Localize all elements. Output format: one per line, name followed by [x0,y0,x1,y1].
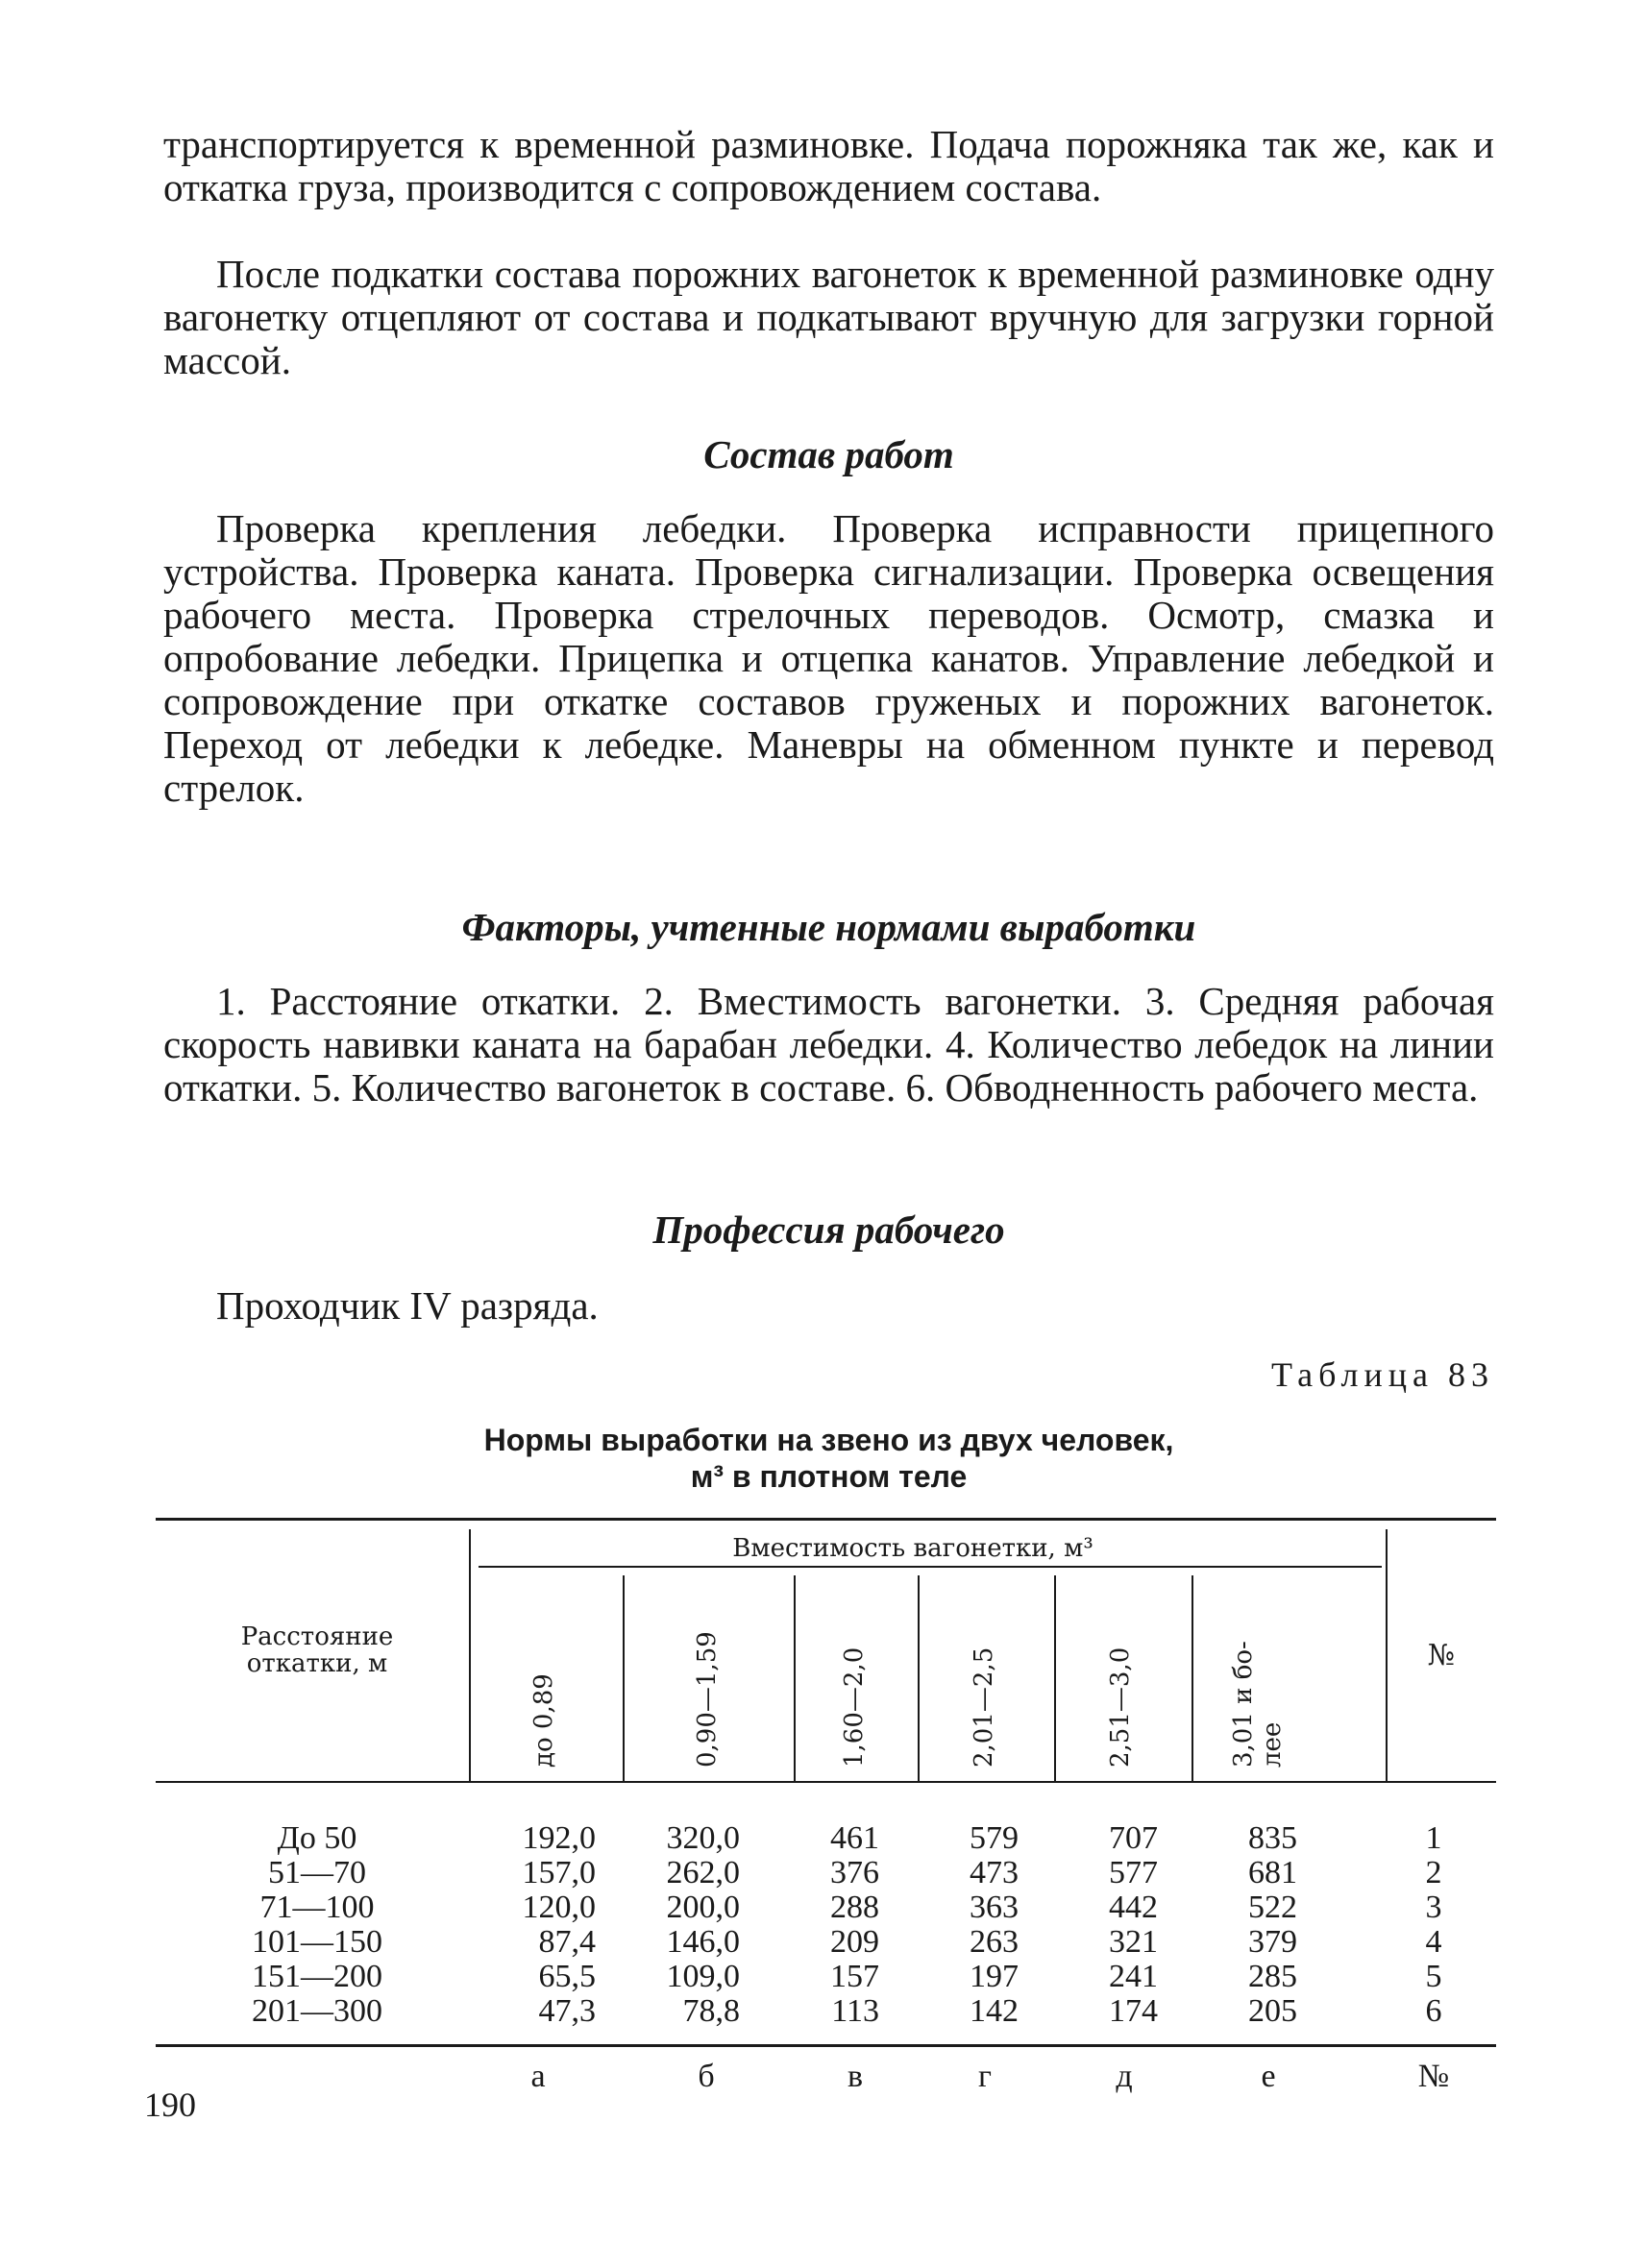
paragraph-factors: 1. Расстояние откатки. 2. Вместимость вагонетки. 3. Средняя рабочая скорость навивки каната на барабан лебедки. 4. Количество лебедок на линии откатки. 5. Количество вагонеток в составе. 6. Обводненность рабочего места. [163,979,1494,1110]
footer-letter-a: а [530,2059,546,2094]
header-cap-d: 2,01—2,5 [970,1646,998,1768]
cell-distance: 71—100 [259,1890,375,1925]
cell-e: 174 [1109,1993,1158,2029]
cell-distance: 101—150 [252,1924,382,1960]
heading-factors: Факторы, учтенные нормами выработки [461,905,1196,949]
cell-e: 241 [1109,1959,1158,1994]
header-cap-b: 0,90—1,59 [693,1631,722,1768]
col-divider-1 [623,1575,625,1781]
cell-number: 1 [1425,1820,1442,1856]
cell-c: 376 [830,1855,879,1890]
cell-d: 197 [970,1959,1019,1994]
col-divider-4 [1054,1575,1056,1781]
table-title-line2: м³ в плотном теле [690,1459,968,1494]
page-number: 190 [144,2085,196,2124]
cell-d: 142 [970,1993,1019,2029]
col-divider-0 [469,1529,471,1781]
cell-distance: 201—300 [252,1993,382,2029]
table-header-rule [156,1781,1496,1783]
table-bottom-rule [156,2044,1496,2047]
cell-c: 209 [830,1924,879,1960]
cell-a: 192,0 [522,1820,596,1856]
cell-d: 579 [970,1820,1019,1856]
paragraph-continuation: транспортируется к временной разминовке. Подача порожняка так же, как и откатка груза, производится с сопровождением состава. [163,122,1494,209]
cell-d: 363 [970,1890,1019,1925]
footer-letter-b: б [698,2059,715,2094]
cell-b: 262,0 [666,1855,740,1890]
group-header-rule [479,1566,1382,1568]
cell-b: 78,8 [682,1993,740,2029]
cell-f: 285 [1248,1959,1297,1994]
cell-d: 263 [970,1924,1019,1960]
paragraph-empty-cars: После подкатки состава порожних вагонеток к временной разминовке одну вагонетку отцепляют от состава и подкатывают вручную для загрузки горной массой. [163,252,1494,382]
header-cap-a: до 0,89 [529,1673,558,1768]
cell-c: 113 [831,1993,879,2029]
cell-a: 120,0 [522,1890,596,1925]
cell-number: 5 [1425,1959,1442,1994]
header-number: № [1427,1639,1456,1672]
cell-c: 461 [830,1820,879,1856]
cell-a: 157,0 [522,1855,596,1890]
header-cap-f1: 3,01 и бо- [1229,1641,1258,1768]
header-cap-c: 1,60—2,0 [840,1646,869,1768]
footer-letter-d: г [978,2059,992,2094]
cell-f: 522 [1248,1890,1297,1925]
paragraph-work-composition: Проверка крепления лебедки. Проверка исправности прицепного устройства. Проверка каната. Проверка сигнализации. Проверка освещения рабочего места. Проверка стрелочных переводов. Осмотр, смазка и опробование лебедки. Прицепка и отцепка канатов. Управление лебедкой и сопровождение при откатке составов груженых и порожних вагонеток. Переход от лебедки к лебедке. Маневры на обменном пункте и перевод стрелок. [163,506,1494,810]
cell-e: 577 [1109,1855,1158,1890]
cell-a: 47,3 [538,1993,596,2029]
cell-distance: До 50 [277,1820,357,1856]
cell-d: 473 [970,1855,1019,1890]
cell-c: 157 [830,1959,879,1994]
table-label: Таблица 83 [1271,1355,1494,1394]
footer-number-sign: № [1417,2059,1450,2094]
header-cap-e: 2,51—3,0 [1106,1646,1135,1768]
footer-letter-e: д [1116,2059,1133,2094]
col-divider-6 [1386,1529,1388,1781]
table-title [163,1422,1494,1495]
header-capacity-group: Вместимость вагонетки, м³ [732,1534,1093,1563]
table-top-rule [156,1518,1496,1521]
cell-b: 109,0 [666,1959,740,1994]
cell-number: 6 [1425,1993,1442,2029]
cell-f: 205 [1248,1993,1297,2029]
cell-a: 87,4 [538,1924,596,1960]
cell-number: 3 [1425,1890,1442,1925]
col-divider-3 [918,1575,920,1781]
heading-profession: Профессия рабочего [652,1207,1005,1252]
cell-a: 65,5 [538,1959,596,1994]
table-title-line1: Нормы выработки на звено из двух человек, [483,1423,1174,1457]
cell-f: 835 [1248,1820,1297,1856]
cell-f: 379 [1248,1924,1297,1960]
cell-e: 321 [1109,1924,1158,1960]
col-divider-5 [1192,1575,1193,1781]
footer-letter-c: в [847,2059,864,2094]
cell-distance: 151—200 [252,1959,382,1994]
header-distance: Расстояние откатки, м [240,1622,394,1678]
cell-c: 288 [830,1890,879,1925]
cell-b: 146,0 [666,1924,740,1960]
cell-b: 200,0 [666,1890,740,1925]
cell-e: 442 [1109,1890,1158,1925]
header-cap-f2: лее [1258,1721,1287,1768]
cell-f: 681 [1248,1855,1297,1890]
heading-work-composition: Состав работ [703,432,954,476]
cell-b: 320,0 [666,1820,740,1856]
cell-number: 4 [1425,1924,1442,1960]
paragraph-profession: Проходчик IV разряда. [216,1283,599,1328]
cell-distance: 51—70 [268,1855,366,1890]
cell-number: 2 [1425,1855,1442,1890]
col-divider-2 [794,1575,796,1781]
footer-letter-f: е [1261,2059,1276,2094]
cell-e: 707 [1109,1820,1158,1856]
